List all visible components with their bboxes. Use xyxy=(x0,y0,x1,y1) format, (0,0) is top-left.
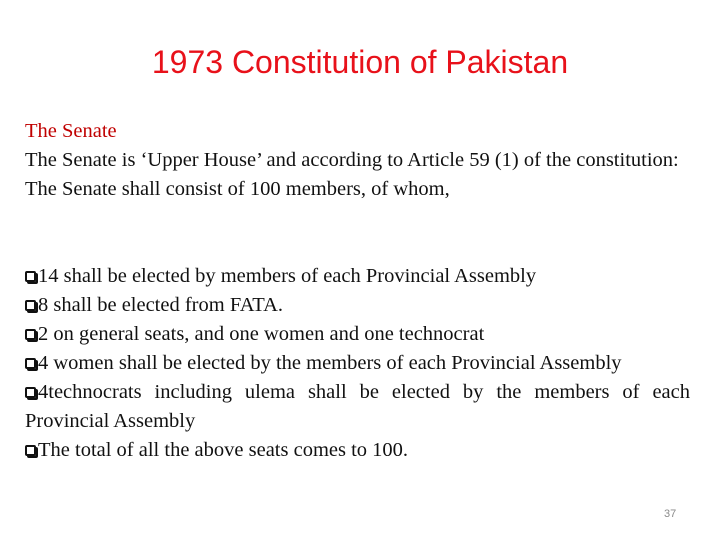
list-item xyxy=(25,436,690,465)
checkbox-square-icon xyxy=(25,271,36,282)
intro-block xyxy=(25,117,690,204)
list-item xyxy=(25,378,690,436)
checkbox-square-icon xyxy=(25,300,36,311)
page-number: 37 xyxy=(664,508,677,520)
list-item-text: 14 shall be elected by members of each Provincial Assembly xyxy=(38,265,537,287)
list-item xyxy=(25,291,690,320)
list-item-text: 4 women shall be elected by the members of each Provincial Assembly xyxy=(38,352,622,374)
list-item-text: 8 shall be elected from FATA. xyxy=(38,294,284,316)
bullet-list xyxy=(25,262,690,465)
list-item xyxy=(25,262,690,291)
checkbox-square-icon xyxy=(25,358,36,369)
list-item-text: 2 on general seats, and one women and one technocrat xyxy=(38,323,485,345)
checkbox-square-icon xyxy=(25,387,36,398)
checkbox-square-icon xyxy=(25,329,36,340)
section-heading: The Senate xyxy=(25,120,117,142)
list-item-text: The total of all the above seats comes to 100. xyxy=(38,439,409,461)
intro-line: The Senate is ‘Upper House’ and according to Article 59 (1) of the constitution: xyxy=(25,149,679,171)
checkbox-square-icon xyxy=(25,445,36,456)
slide-title: 1973 Constitution of Pakistan xyxy=(151,44,569,80)
intro-line: The Senate shall consist of 100 members, of whom, xyxy=(25,178,450,200)
list-item xyxy=(25,320,690,349)
list-item xyxy=(25,349,690,378)
list-item-text: 4technocrats including ulema shall be elected by the members of each Provincial Assembly xyxy=(25,381,690,432)
